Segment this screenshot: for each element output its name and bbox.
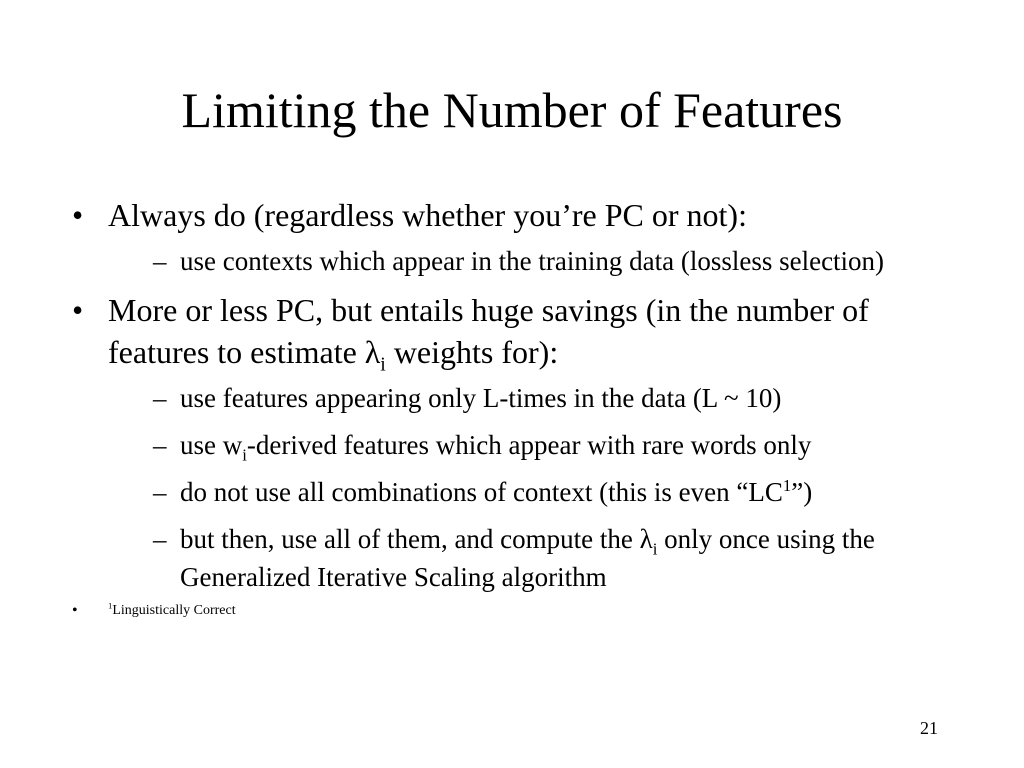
lambda-subscript: i xyxy=(380,353,386,376)
sub-bullet-text-end: -derived features which appear with rare words only xyxy=(246,430,812,460)
bullet-symbol: • xyxy=(72,602,78,619)
lambda-symbol: λ xyxy=(639,524,653,554)
slide-title: Limiting the Number of Features xyxy=(181,82,843,138)
bullet-symbol: • xyxy=(72,197,84,233)
subscript: i xyxy=(242,445,247,465)
sub-bullet-text: use contexts which appear in the training data (lossless selection) xyxy=(180,246,885,276)
bullet-item xyxy=(72,194,972,236)
sub-bullet-text-start: do not use all combinations of context (this is even “LC xyxy=(180,477,783,507)
bullet-text-start: More or less PC, but entails huge savings (in the number of features to estimate xyxy=(108,292,869,370)
lambda-symbol: λ xyxy=(364,334,381,370)
sub-bullet-text: use features appearing only L-times in the data (L ~ 10) xyxy=(180,383,782,413)
footnote-marker: 1 xyxy=(108,600,113,611)
sub-bullet-item xyxy=(153,379,972,417)
sub-bullet-item xyxy=(153,473,972,511)
sub-bullet-text-start: use w xyxy=(180,430,243,460)
slide-body xyxy=(72,194,972,621)
bullet-text: Always do (regardless whether you’re PC or not): xyxy=(108,197,747,233)
sub-bullet-item xyxy=(153,426,972,464)
dash-symbol: – xyxy=(153,383,167,413)
sub-bullet-text-end: only once using the Generalized Iterative Scaling algorithm xyxy=(180,524,875,592)
page-number: 21 xyxy=(920,718,938,738)
sub-bullet-text-start: but then, use all of them, and compute the xyxy=(180,524,640,554)
sub-bullet-item xyxy=(153,520,972,596)
dash-symbol: – xyxy=(153,430,167,460)
dash-symbol: – xyxy=(153,246,167,276)
dash-symbol: – xyxy=(153,477,167,507)
bullet-symbol: • xyxy=(72,292,84,328)
bullet-text-end: weights for): xyxy=(385,334,559,370)
superscript: 1 xyxy=(782,476,792,495)
sub-bullet-text-end: ”) xyxy=(791,477,813,507)
lambda-subscript: i xyxy=(652,539,658,559)
bullet-item xyxy=(72,289,972,376)
footnote-text: Linguistically Correct xyxy=(112,603,236,618)
sub-bullet-item xyxy=(153,242,972,280)
footnote xyxy=(72,601,972,621)
dash-symbol: – xyxy=(153,524,167,554)
